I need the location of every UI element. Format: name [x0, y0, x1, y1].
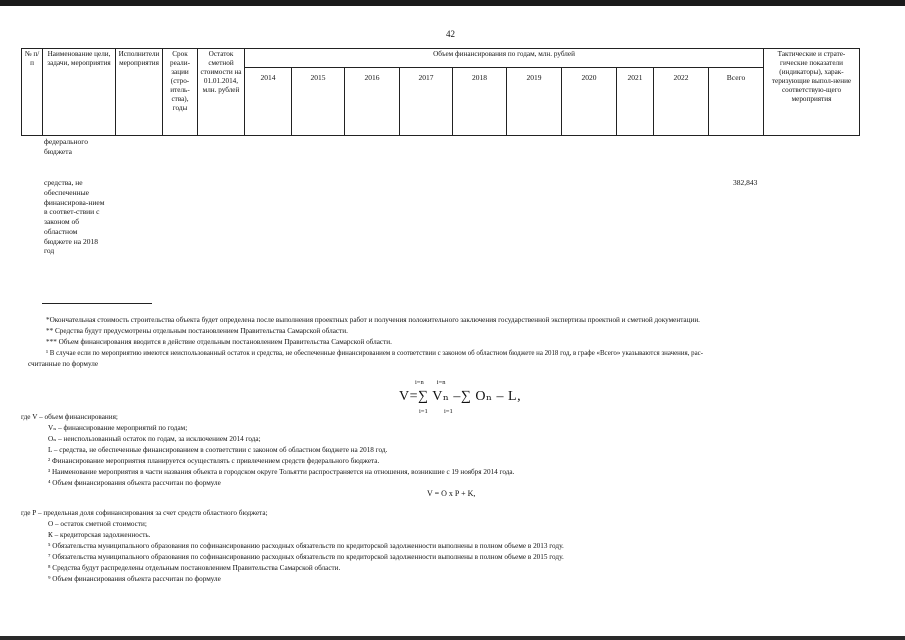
header-financing: Объем финансирования по годам, млн. рублей — [245, 49, 764, 68]
formula2: V = O x P + K, — [427, 489, 476, 498]
header-term: Срок реали-зации (стро-итель-ства), годы — [163, 49, 198, 136]
footnote-4-line1: ¹ В случае если по мероприятию имеются неиспользованный остаток и средства, не обеспеченные финансированием в соответствии с законом об областном бюджете на 2018 год, в графе «Всего» указываются значения, рас- — [46, 350, 704, 357]
def-vn: Vₙ – финансирование мероприятий по годам; — [48, 424, 188, 432]
unfunded-label: средства, не обеспеченные финансирова-нием в соответ-ствии с законом об областном бюджете на 2018 год — [44, 178, 105, 256]
formula1-upper-limits: i=n i=n — [415, 379, 446, 386]
header-indicators: Тактические и страте-гические показатели (индикаторы), харак-теризующие выпол-нение соответствую-щего мероприятия — [764, 49, 860, 136]
year-2018: 2018 — [453, 68, 507, 136]
bottom-border — [0, 636, 905, 640]
unfunded-total-value: 382,843 — [733, 178, 758, 187]
header-num: № п/п — [22, 49, 43, 136]
footnote-6: ³ Наименование мероприятия в части названия объекта в городском округе Тольятти распространяется на отношения, возникшие с 19 ноября 2014 года. — [48, 468, 515, 476]
def-on: Oₙ – неиспользованный остаток по годам, за исключением 2014 года; — [48, 435, 261, 443]
where-v: где V – объем финансирования; — [21, 413, 118, 421]
footnote-11: ⁹ Объем финансирования объекта рассчитан по формуле — [48, 575, 221, 583]
year-2016: 2016 — [345, 68, 400, 136]
year-2014: 2014 — [245, 68, 292, 136]
year-2019: 2019 — [507, 68, 562, 136]
footnote-4-line2: считанные по формуле — [28, 360, 99, 368]
year-2015: 2015 — [292, 68, 345, 136]
footnote-2: ** Средства будут предусмотрены отдельным постановлением Правительства Самарской области. — [46, 327, 348, 335]
footnote-9: ⁷ Обязательства муниципального образования по софинансированию расходных обязательств по кредиторской задолженности выполнены в полном объеме в 2015 году. — [48, 553, 564, 561]
footnote-1: *Окончательная стоимость строительства объекта будет определена после выполнения проектных работ и получения положительного заключения государственной экспертизы проектной и сметной документации. — [46, 316, 700, 324]
footnote-8: ⁵ Обязательства муниципального образования по софинансированию расходных обязательств по кредиторской задолженности выполнены в полном объеме в 2013 году. — [48, 542, 564, 550]
page-number: 42 — [446, 29, 455, 39]
def-l: L – средства, не обеспеченные финансированием в соответствии с законом об областном бюджете на 2018 год. — [48, 446, 388, 454]
financing-table-header — [21, 48, 860, 136]
year-2020: 2020 — [562, 68, 617, 136]
year-2021: 2021 — [617, 68, 654, 136]
footnote-rule — [42, 303, 152, 304]
def-o: О – остаток сметной стоимости; — [48, 520, 147, 528]
top-border — [0, 0, 905, 6]
year-total: Всего — [709, 68, 764, 136]
header-executors: Исполнители мероприятия — [116, 49, 163, 136]
formula1-lower-limits: i=1 i=1 — [419, 408, 453, 415]
federal-budget-label: федерального бюджета — [44, 137, 88, 156]
year-2017: 2017 — [400, 68, 453, 136]
footnote-3: *** Объем финансирования вводится в действие отдельным постановлением Правительства Самарской области. — [46, 338, 392, 346]
footnote-10: ⁸ Средства будут распределены отдельным постановлением Правительства Самарской области. — [48, 564, 341, 572]
def-k: К – кредиторская задолженность. — [48, 531, 151, 539]
header-name: Наименование цели, задачи, мероприятия — [43, 49, 116, 136]
formula1: V=∑ Vₙ –∑ Oₙ – L, — [399, 389, 522, 404]
year-2022: 2022 — [654, 68, 709, 136]
footnote-7: ⁴ Объем финансирования объекта рассчитан по формуле — [48, 479, 221, 487]
footnote-5: ² Финансирование мероприятия планируется осуществлять с привлечением средств федерального бюджета. — [48, 457, 380, 465]
where-p: где Р – предельная доля софинансирования за счет средств областного бюджета; — [21, 509, 268, 517]
header-remaining-cost: Остаток сметной стоимости на 01.01.2014, млн. рублей — [198, 49, 245, 136]
